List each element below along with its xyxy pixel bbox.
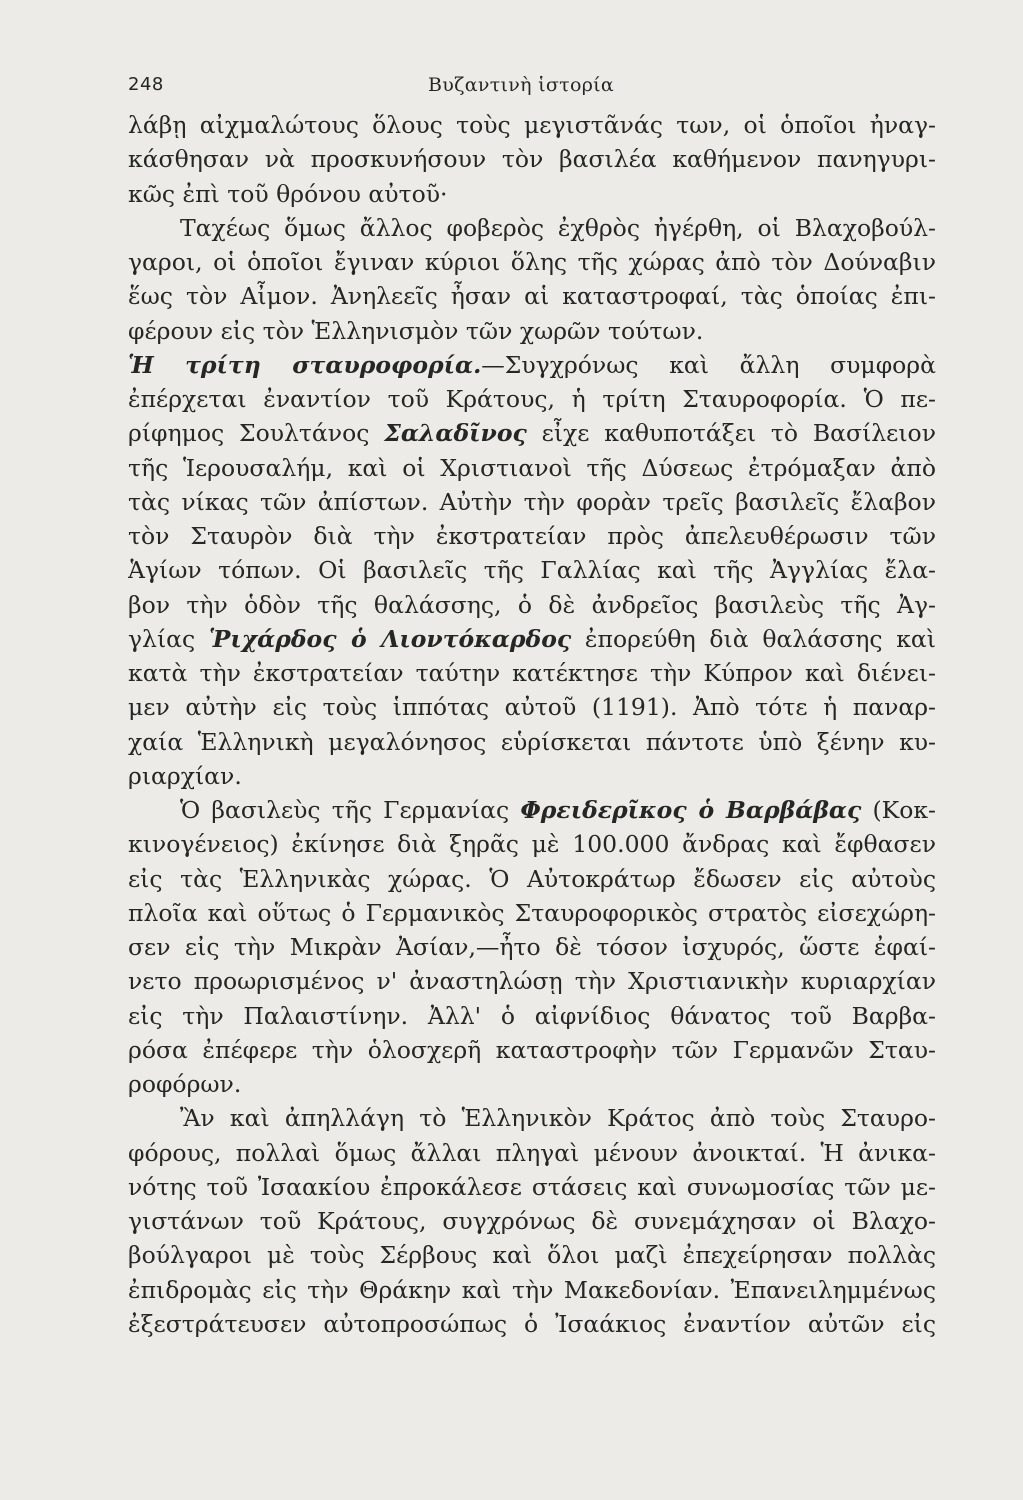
text-line: [128, 827, 936, 861]
text-segment: τὰς νίκας τῶν ἀπίστων. Αὐτὴν τὴν φορὰν τρεῖς βασιλεῖς ἔλαβον: [128, 487, 936, 516]
text-line: [128, 279, 936, 313]
text-line: [128, 348, 936, 382]
text-line: [128, 1170, 936, 1204]
running-title: Βυζαντινὴ ἱστορία: [428, 74, 615, 96]
text-line: [128, 656, 936, 690]
text-segment: φέρουν εἰς τὸν Ἑλληνισμὸν τῶν χωρῶν τούτων.: [128, 316, 704, 345]
text-segment: γιστάνων τοῦ Κράτους, συγχρόνως δὲ συνεμάχησαν οἱ Βλαχο-: [128, 1207, 936, 1235]
page-header: [128, 70, 944, 100]
text-line: [128, 553, 936, 587]
text-line: [128, 964, 936, 998]
text-segment: ἐπορεύθη διὰ θαλάσσης καὶ: [571, 624, 936, 653]
text-line: [128, 211, 936, 245]
emphasized-text: Σαλαδῖνος: [384, 419, 527, 448]
text-segment: πλοῖα καὶ οὕτως ὁ Γερμανικὸς Σταυροφορικὸς στρατὸς εἰσεχώρη-: [128, 898, 936, 927]
text-segment: γαροι, οἱ ὁποῖοι ἔγιναν κύριοι ὅλης τῆς χώρας ἀπὸ τὸν Δούναβιν: [128, 248, 936, 276]
text-line: [128, 930, 936, 964]
text-segment: νετο προωρισμένος ν' ἀναστηλώσῃ τὴν Χριστιανικὴν κυριαρχίαν: [128, 967, 936, 996]
text-segment: βούλγαροι μὲ τοὺς Σέρβους καὶ ὅλοι μαζὶ ἐπεχείρησαν πολλὰς: [128, 1241, 936, 1270]
text-segment: εἶχε καθυποτάξει τὸ Βασίλειον: [526, 419, 936, 448]
text-segment: χαία Ἑλληνικὴ μεγαλόνησος εὑρίσκεται πάντοτε ὑπὸ ξένην κυ-: [128, 727, 936, 756]
text-segment: (Κοκ-: [861, 796, 936, 824]
text-segment: κάσθησαν νὰ προσκυνήσουν τὸν βασιλέα καθήμενον πανηγυρι-: [128, 145, 936, 174]
text-line: [128, 690, 936, 724]
text-line: [128, 759, 936, 793]
text-line: [128, 416, 936, 450]
text-segment: —Συγχρόνως καὶ ἄλλη συμφορὰ: [481, 350, 936, 379]
text-line: [128, 1033, 936, 1067]
text-segment: ριαρχίαν.: [128, 761, 242, 790]
text-segment: ρίφημος Σουλτάνος: [128, 419, 385, 448]
text-line: [128, 485, 936, 519]
text-segment: εἰς τὴν Παλαιστίνην. Ἀλλ' ὁ αἰφνίδιος θάνατος τοῦ Βαρβα-: [128, 1001, 936, 1030]
text-line: [128, 1238, 936, 1272]
text-segment: σεν εἰς τὴν Μικρὰν Ἀσίαν,—ἦτο δὲ τόσον ἰσχυρός, ὥστε ἐφαί-: [128, 933, 936, 961]
text-segment: ρόσα ἐπέφερε τὴν ὁλοσχερῆ καταστροφὴν τῶν Γερμανῶν Σταυ-: [128, 1035, 936, 1064]
text-segment: Ἁγίων τόπων. Οἱ βασιλεῖς τῆς Γαλλίας καὶ τῆς Ἀγγλίας ἔλα-: [128, 556, 936, 585]
text-line: [128, 999, 936, 1033]
emphasized-text: Ῥιχάρδος ὁ Λιοντόκαρδος: [208, 624, 572, 653]
text-line: [128, 896, 936, 930]
text-line: [128, 451, 936, 485]
text-line: [128, 108, 936, 142]
text-line: [128, 1067, 936, 1101]
text-line: [128, 862, 936, 896]
text-segment: γλίας: [128, 624, 209, 653]
text-line: [128, 177, 936, 211]
text-line: [128, 142, 936, 176]
text-line: [128, 1204, 936, 1238]
emphasized-text: Φρειδερῖκος ὁ Βαρβάβας: [520, 796, 862, 824]
text-segment: κατὰ τὴν ἐκστρατείαν ταύτην κατέκτησε τὴν Κύπρον καὶ διένει-: [128, 659, 936, 687]
text-line: [128, 519, 936, 553]
text-segment: λάβῃ αἰχμαλώτους ὅλους τοὺς μεγιστᾶνάς των, οἱ ὁποῖοι ἠναγ-: [128, 111, 936, 139]
text-line: [128, 382, 936, 416]
text-segment: Ἂν καὶ ἀπηλλάγη τὸ Ἑλληνικὸν Κράτος ἀπὸ τοὺς Σταυρο-: [180, 1104, 936, 1133]
text-line: [128, 1136, 936, 1170]
text-line: [128, 1101, 936, 1135]
text-segment: ἐπέρχεται ἐναντίον τοῦ Κράτους, ἡ τρίτη Σταυροφορία. Ὁ πε-: [128, 385, 936, 413]
text-segment: νότης τοῦ Ἰσαακίου ἐπροκάλεσε στάσεις καὶ συνωμοσίας τῶν με-: [128, 1172, 936, 1201]
text-segment: τῆς Ἱερουσαλήμ, καὶ οἱ Χριστιανοὶ τῆς Δύσεως ἐτρόμαξαν ἀπὸ: [128, 453, 936, 482]
page-number: 248: [128, 74, 164, 95]
text-segment: μεν αὐτὴν εἰς τοὺς ἱππότας αὐτοῦ (1191). Ἀπὸ τότε ἡ παναρ-: [128, 693, 936, 722]
text-segment: εἰς τὰς Ἑλληνικὰς χώρας. Ὁ Αὐτοκράτωρ ἔδωσεν εἰς αὐτοὺς: [128, 864, 936, 893]
text-segment: κῶς ἐπὶ τοῦ θρόνου αὐτοῦ·: [128, 179, 448, 208]
text-line: [128, 314, 936, 348]
body-text: [128, 108, 936, 1341]
text-line: [128, 588, 936, 622]
text-line: [128, 793, 936, 827]
text-segment: φόρους, πολλαὶ ὅμως ἄλλαι πληγαὶ μένουν ἀνοικταί. Ἡ ἀνικα-: [128, 1138, 936, 1167]
text-segment: ἐξεστράτευσεν αὐτοπροσώπως ὁ Ἰσαάκιος ἐναντίον αὐτῶν εἰς: [128, 1309, 936, 1338]
emphasized-text: Ἡ τρίτη σταυροφορία.: [128, 350, 482, 379]
text-segment: κινογένειος) ἐκίνησε διὰ ξηρᾶς μὲ 100.000 ἄνδρας καὶ ἔφθασεν: [128, 830, 936, 859]
text-line: [128, 1273, 936, 1307]
text-segment: ἕως τὸν Αἶμον. Ἀνηλεεῖς ἦσαν αἱ καταστροφαί, τὰς ὁποίας ἐπι-: [128, 282, 936, 311]
text-line: [128, 725, 936, 759]
text-segment: Ὁ βασιλεὺς τῆς Γερμανίας: [180, 796, 521, 824]
text-segment: ἐπιδρομὰς εἰς τὴν Θράκην καὶ τὴν Μακεδονίαν. Ἐπανειλημμένως: [128, 1275, 936, 1304]
text-segment: Ταχέως ὅμως ἄλλος φοβερὸς ἐχθρὸς ἠγέρθη, οἱ Βλαχοβούλ-: [180, 213, 936, 242]
text-line: [128, 622, 936, 656]
text-line: [128, 245, 936, 279]
text-segment: ροφόρων.: [128, 1070, 242, 1098]
text-segment: βον τὴν ὁδὸν τῆς θαλάσσης, ὁ δὲ ἀνδρεῖος βασιλεὺς τῆς Ἀγ-: [128, 590, 936, 619]
text-segment: τὸν Σταυρὸν διὰ τὴν ἐκστρατείαν πρὸς ἀπελευθέρωσιν τῶν: [128, 522, 936, 550]
text-line: [128, 1307, 936, 1341]
